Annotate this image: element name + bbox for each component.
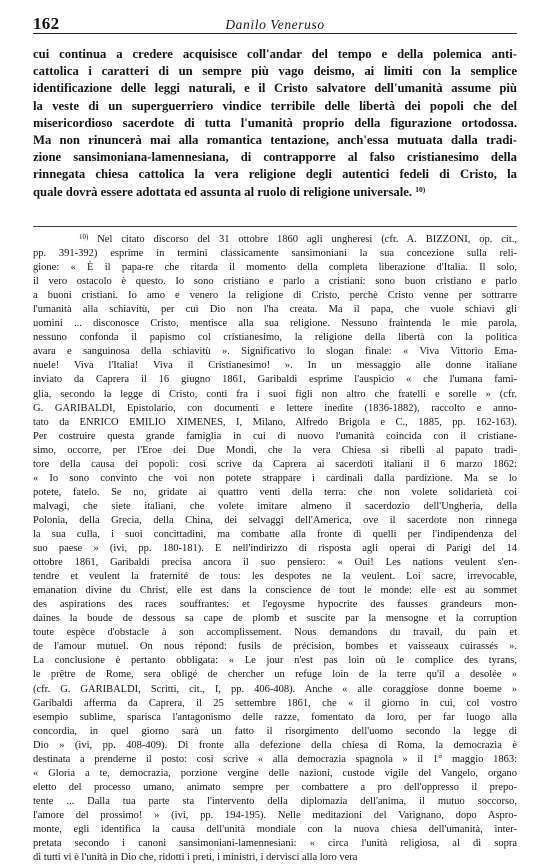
footnote-separator (33, 226, 517, 227)
body-line (33, 80, 517, 97)
footnote-line (33, 444, 517, 458)
footnote-line-text: gione: « È il papa-re che ritarda il momento della completa liberazione d'Italia. Il solo, (33, 262, 517, 274)
footnote-line-text: il vero ostacolo è questo. Io sono cristiano e parlo a cristiani: sono buon cristiano e parlo (33, 276, 517, 288)
footnote-line-text: concordia, in quel giorno sarà un fatto il risorgimento dell'uomo secondo la legge di (33, 725, 517, 737)
body-line (33, 46, 517, 63)
footnote-line (33, 331, 517, 345)
footnote-line (33, 528, 517, 542)
body-line-text: misericordioso sacerdote di tutta l'umanità proprio della figurazione ortodossa. (33, 115, 517, 130)
page-number: 162 (33, 14, 60, 33)
running-head-author: Danilo Veneruso (225, 17, 325, 32)
footnote-line (33, 626, 517, 640)
footnote-line (33, 795, 517, 809)
footnote-line (33, 486, 517, 500)
footnote-line-text: potete, fatelo. Se no, gridate ai quattro venti della terra: che non volete solidarietà coi (33, 486, 517, 498)
footnote-line (33, 458, 517, 472)
body-line-text: identificazione delle leggi naturali, e il Cristo salvatore dell'umanità assume più (33, 81, 517, 96)
footnote-line (33, 584, 517, 598)
footnote-line-text: Nel citato discorso del 31 ottobre 1860 agli ungheresi (cfr. A. BIZZONI, op. cit., (97, 234, 517, 245)
footnote-line (33, 514, 517, 528)
body-line (33, 63, 517, 80)
footnote-line (33, 739, 517, 753)
body-line (33, 184, 517, 201)
body-line (33, 115, 517, 132)
footnote-line-text: emanation divine du Christ, elle est dans la conscience de tout le monde: elle est au sommet (33, 585, 517, 597)
footnote-line-text: ottobre 1861, Garibaldi precisa ancora il suo pensiero: « Oui! Les nations veulent s'en- (33, 557, 517, 569)
body-line-text: cui continua a credere acquisisce coll'andar del tempo e della polemica anti- (33, 47, 517, 61)
footnote-line (33, 542, 517, 556)
footnote-line-text: malvagi, che siete italiani, che volete imitare almeno il sacerdozio dell'Ungheria, della (33, 500, 517, 512)
body-line (33, 132, 517, 149)
footnote-line (33, 809, 517, 823)
footnote-line (33, 247, 517, 261)
running-header (33, 8, 517, 34)
footnote-10 (33, 233, 517, 865)
footnote-line (33, 837, 517, 851)
footnote-line (33, 289, 517, 303)
footnote-line-text: daines la boude de dessous sa cape de plomb et suscite par la mensogne et la corruption (33, 613, 517, 625)
footnote-reference: 10) (415, 184, 426, 194)
footnote-line (33, 317, 517, 331)
footnote-line-text: l'umanità alla schiavitù, per cui Dio non l'ha creata. Ma il papa, che vuole schiavi gli (33, 304, 517, 316)
footnote-line-text: nessuno confonda il papismo col cristianesimo, la religione della libertà con la politica (33, 332, 517, 344)
footnote-line-text: (cfr. G. GARIBALDI, Scritti, cit., I, pp. 406-408). Anche « alle coraggiose donne boeme » (33, 683, 517, 695)
footnote-line-text: di tutti vi è l'unità in Dio che, ridotti i preti, i ministri, i dervisci alla loro vera (33, 852, 358, 864)
body-line (33, 166, 517, 183)
footnote-line (33, 556, 517, 570)
footnote-line-text: Per costruire questa grande famiglia in cui di nuovo l'umanità coincida con il cristiane- (33, 430, 517, 442)
footnote-line-text: simo, occorre, per l'Eroe dei Due Mondi, che la vera Chiesa si ribelli al papato tradi- (33, 444, 517, 456)
footnote-line (33, 275, 517, 289)
footnote-line (33, 345, 517, 359)
footnote-line-text: « Gloria a te, democrazia, porzione vergine delle nazioni, custode vigile del Vangelo, organo (33, 767, 517, 779)
footnote-line (33, 654, 517, 668)
footnote-line-text: Polonia, della Grecia, della China, dei selvaggi dell'America, ove il sacerdote non rinnega (33, 514, 517, 526)
footnote-line (33, 767, 517, 781)
footnote-line-text: « Io sono convinto che voi non potete strappare i cardinali dalla pardizione. Ma se lo (33, 472, 517, 484)
footnote-line-text: tore della causa dei popoli: così scrive da Caprera ai sacerdoti italiani il 6 marzo 1862: (33, 458, 517, 470)
body-line-text: quale dovrà essere adottata ed assunta al ruolo di religione universale. (33, 184, 413, 199)
footnote-line-text: G. GARIBALDI, Epistolario, con documenti e lettere inedite (1836-1882), raccolto e anno- (33, 402, 517, 414)
body-line (33, 149, 517, 166)
footnote-line-text: le prêtre de Rome, sera obligé de chercher un refuge loin de la terre qu'il a desolée » (33, 669, 517, 681)
footnote-line-text: la sua culla, i suoi concittadini, ma combatte alla fronte di quelli per l'indipendenza del (33, 528, 517, 540)
footnote-line-text: avara e sanguinosa della schiavitù ». Significativo lo slogan finale: « Viva Vittorio Ema- (33, 346, 517, 358)
body-line-text: cattolica i caratteri di un sempre più vago deismo, ai limiti con la semplice (33, 64, 517, 79)
footnote-line (33, 570, 517, 584)
footnote-line-text: glia, secondo la legge di Cristo, conti fra i suoi figli non altro che fratelli e sorelle » (cfr. (33, 388, 517, 400)
footnote-line-text: eletto del processo umano, animato sempre per combattere a pro dell'oppresso il prepo- (33, 781, 517, 793)
footnote-line-text: La conclusione è pertanto obbligata: « Le jour n'est pas loin où le complice des tyrans, (33, 655, 517, 667)
footnote-line (33, 683, 517, 697)
footnote-line (33, 668, 517, 682)
body-line-text: rinnegata chiesa cattolica la vera religione degli autentici fedeli di Cristo, la (33, 167, 517, 182)
footnote-line (33, 753, 517, 767)
body-line (33, 98, 517, 115)
footnote-line (33, 612, 517, 626)
footnote-line-text: suo paese » (ivi, pp. 180-181). E nell'indirizzo di risposta agli operai di Parigi del 14 (33, 543, 517, 555)
footnote-line (33, 472, 517, 486)
footnote-line (33, 233, 517, 247)
footnote-line (33, 823, 517, 837)
footnote-line (33, 697, 517, 711)
footnote-line-text: a buoni cristiani. Io amo e venero la religione di Cristo, perchè Cristo venne per sottrarre (33, 290, 517, 302)
footnote-line-text: tente ... Dalla tua parte sta l'intervento della diplomazia dell'anima, il mutuo soccorso, (33, 795, 517, 807)
footnote-line-text: Garibaldi afferma da Caprera, il 25 settembre 1861, che « il giorno in cui, col vostro (33, 697, 517, 709)
footnote-line-text: destinata a prenderne il posto: così scrive « alla democrazia spagnola » il 1° maggio 1863: (33, 753, 517, 765)
footnote-marker: 10) (79, 233, 89, 241)
footnote-line-text: tendre et veulent la fraternité de tous: les despotes ne la veulent. Loi sacre, irrevocable, (33, 571, 517, 583)
footnote-line-text: pretata secondo i canoni sansimoniani-lamennesiani: « circa l'unità religiosa, al di sopra (33, 838, 517, 850)
body-line-text: zione sansimoniana-lamennesiana, di contrapporre al falso cristianesimo della (33, 150, 517, 165)
footnote-line-text: esempio sublime, sparisca l'antagonismo delle razze, fomentato da loro, per far luogo alla (33, 711, 517, 723)
footnote-line (33, 598, 517, 612)
footnote-line-text: l'amore del prossimo! » (ivi, pp. 194-195). Nelle meditazioni del Varignano, dopo Aspro- (33, 809, 517, 821)
footnote-line-text: uomini ... disconosce Cristo, mentisce alla sua religione. Nessuno fraintenda le mie parola, (33, 318, 517, 330)
footnote-line-text: Dio » (ivi, pp. 408-409). Di fronte alla defezione della chiesa di Roma, la democrazia è (33, 739, 517, 751)
footnote-line (33, 711, 517, 725)
footnote-line (33, 781, 517, 795)
footnote-line (33, 851, 517, 865)
footnote-line (33, 402, 517, 416)
body-line-text: Ma non rinuncerà mai alla romantica tentazione, anch'essa mutuata dalla tradi- (33, 132, 517, 147)
header-rule (33, 33, 517, 34)
footnote-line (33, 640, 517, 654)
footnote-line-text: nuele! Viva l'Italia! Viva il Cristianesimo! ». In un messaggio alle donne italiane (33, 360, 517, 372)
main-text (33, 46, 517, 201)
footnote-line (33, 359, 517, 373)
footnote-line (33, 500, 517, 514)
footnote-line (33, 303, 517, 317)
footnote-line-text: monte, egli identifica la causa dell'unità mondiale con la nuova chiesa dell'umanità, inter- (33, 823, 517, 835)
footnote-line-text: tato da ENRICO EMILIO XIMENES, I, Milano, Alfredo Brigola e C., 1885, pp. 162-163). (33, 416, 517, 428)
footnote-line-text: de l'amour mutuel. On nous répond: fusils de précision, bombes et vaisseaux cuirassés ». (33, 641, 517, 653)
body-line-text: la veste di un superguerriero vindice terribile delle libertà dei popoli che del (33, 98, 517, 113)
footnote-line-text: inviato da Caprera il 16 giugno 1861, Garibaldi esprime l'auspicio « che l'umana fami- (33, 374, 517, 386)
footnote-line (33, 416, 517, 430)
footnote-line-text: pp. 391-392) esprime in termini classicamente sansimoniani la sua concezione sulla reli- (33, 248, 517, 260)
footnote-line (33, 261, 517, 275)
footnote-line (33, 388, 517, 402)
footnote-line (33, 725, 517, 739)
footnote-line (33, 430, 517, 444)
footnote-line-text: toute espèce d'obstacle à son accomplissement. Nous demandons du travail, du pain et (33, 627, 517, 639)
footnote-line (33, 373, 517, 387)
footnote-line-text: des aspirations des races souffrantes: et l'egoysme hypocrite des fausses grandeurs mon- (33, 599, 517, 611)
